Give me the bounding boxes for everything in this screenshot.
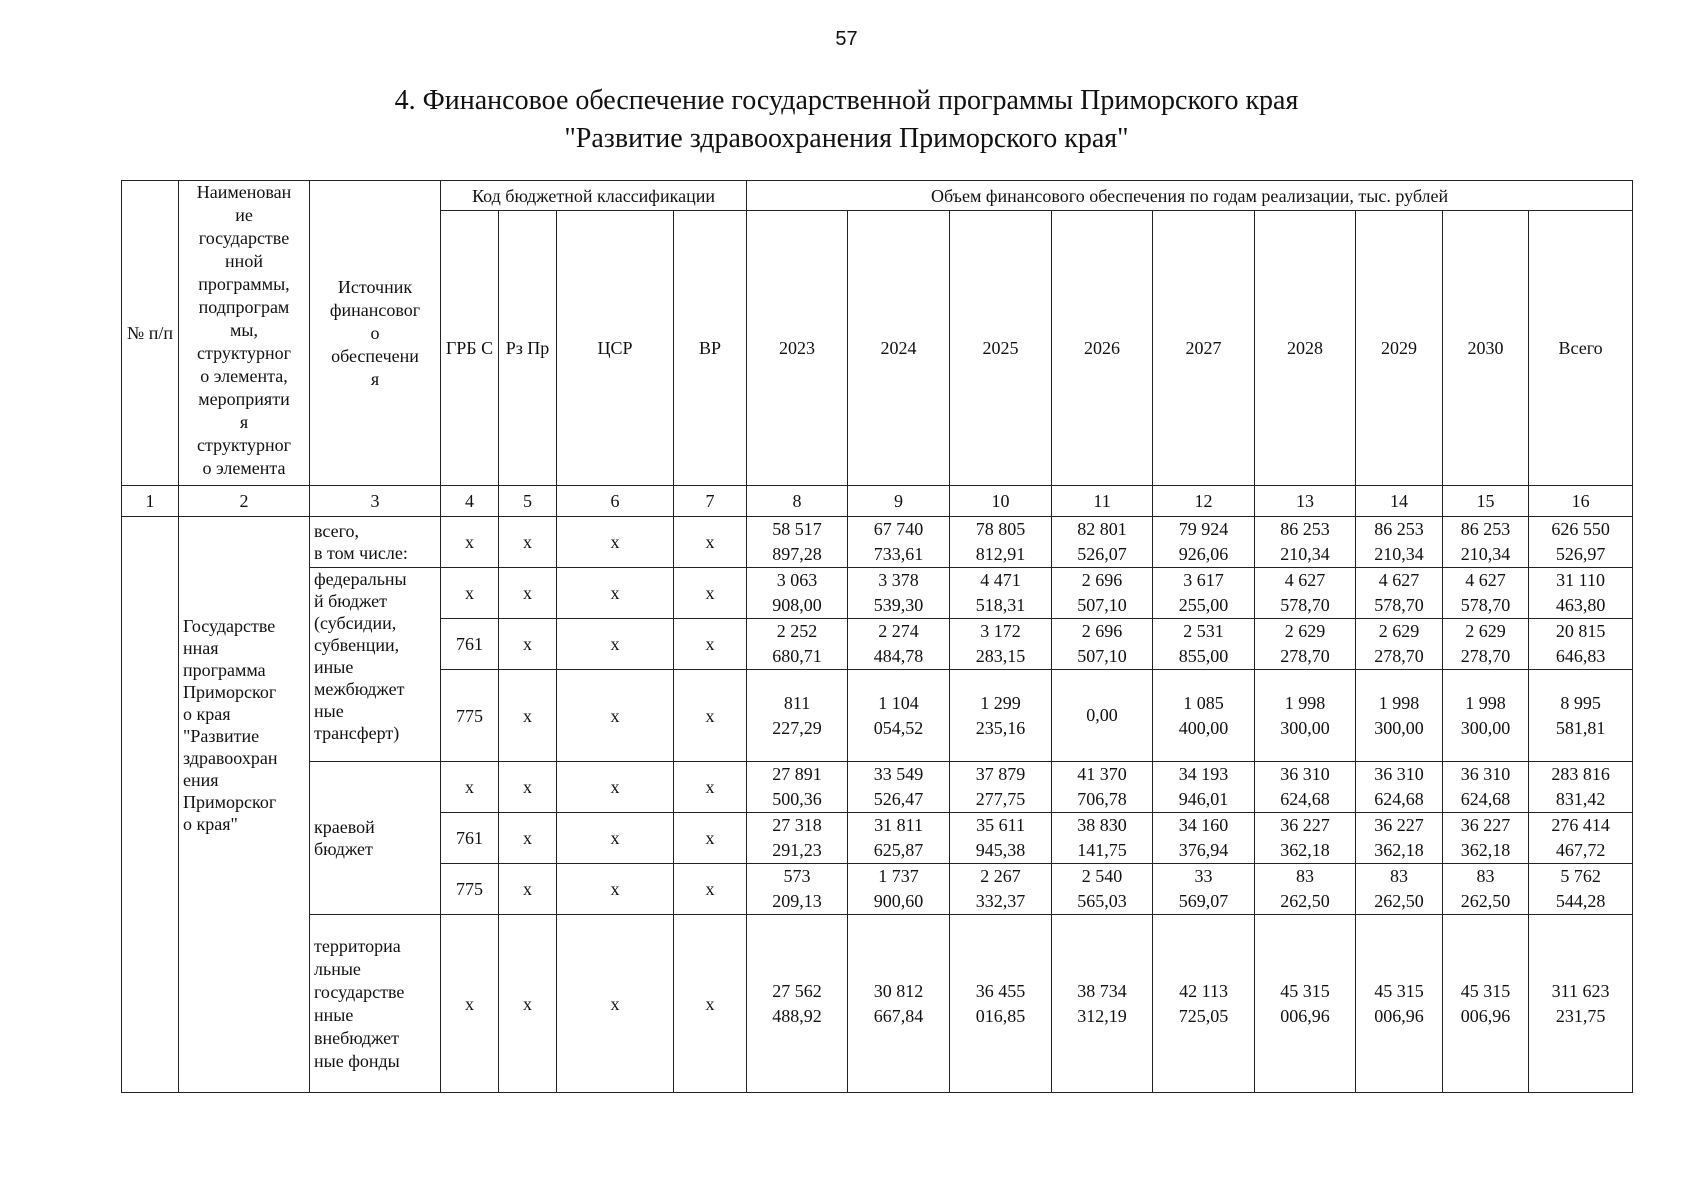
header-group-volume: Объем финансового обеспечения по годам реализации, тыс. рублей xyxy=(747,181,1633,211)
kbk-rzpr: x xyxy=(499,568,557,619)
value-2025: 35 611 945,38 xyxy=(950,813,1052,864)
value-total: 283 816 831,42 xyxy=(1529,762,1633,813)
header-year: 2024 xyxy=(848,211,950,486)
header-year: 2027 xyxy=(1153,211,1255,486)
value-2023: 27 562 488,92 xyxy=(747,915,848,1093)
value-total: 20 815 646,83 xyxy=(1529,619,1633,670)
column-number: 11 xyxy=(1052,486,1153,517)
value-2029: 1 998 300,00 xyxy=(1356,670,1443,762)
value-2029: 86 253 210,34 xyxy=(1356,517,1443,568)
value-2027: 2 531 855,00 xyxy=(1153,619,1255,670)
kbk-rzpr: x xyxy=(499,670,557,762)
value-2025: 36 455 016,85 xyxy=(950,915,1052,1093)
header-total: Всего xyxy=(1529,211,1633,486)
header-group-kbk: Код бюджетной классификации xyxy=(441,181,747,211)
source-regional: краевой бюджет xyxy=(310,762,441,915)
kbk-vr: x xyxy=(674,864,747,915)
table-row-total xyxy=(122,517,1633,568)
header-kbk-grbs: ГРБ С xyxy=(441,211,499,486)
kbk-grbs: x xyxy=(441,762,499,813)
value-2026: 38 830 141,75 xyxy=(1052,813,1153,864)
row-number-cell xyxy=(122,517,179,1093)
kbk-csr: x xyxy=(557,517,674,568)
source-federal: федеральны й бюджет (субсидии, субвенции, иные межбюджет ные трансферт) xyxy=(310,568,441,762)
title-line-1: 4. Финансовое обеспечение государственной программы Приморского края xyxy=(394,85,1299,116)
value-2026: 0,00 xyxy=(1052,670,1153,762)
value-2024: 3 378 539,30 xyxy=(848,568,950,619)
value-2024: 33 549 526,47 xyxy=(848,762,950,813)
header-col-source: Источник финансовог о обеспечени я xyxy=(310,181,441,486)
financing-table xyxy=(121,180,1633,1093)
value-2026: 41 370 706,78 xyxy=(1052,762,1153,813)
value-2029: 45 315 006,96 xyxy=(1356,915,1443,1093)
value-2030: 2 629 278,70 xyxy=(1443,619,1529,670)
column-number: 15 xyxy=(1443,486,1529,517)
source-funds: территориа льные государстве нные внебюджет ные фонды xyxy=(310,915,441,1093)
kbk-csr: x xyxy=(557,915,674,1093)
kbk-csr: x xyxy=(557,813,674,864)
value-2028: 36 310 624,68 xyxy=(1255,762,1356,813)
kbk-grbs: 775 xyxy=(441,670,499,762)
kbk-rzpr: x xyxy=(499,813,557,864)
column-number: 6 xyxy=(557,486,674,517)
column-number: 4 xyxy=(441,486,499,517)
kbk-rzpr: x xyxy=(499,915,557,1093)
value-2026: 2 696 507,10 xyxy=(1052,619,1153,670)
value-2025: 2 267 332,37 xyxy=(950,864,1052,915)
value-2029: 36 227 362,18 xyxy=(1356,813,1443,864)
value-2023: 58 517 897,28 xyxy=(747,517,848,568)
kbk-rzpr: x xyxy=(499,517,557,568)
kbk-csr: x xyxy=(557,670,674,762)
column-number: 3 xyxy=(310,486,441,517)
value-total: 5 762 544,28 xyxy=(1529,864,1633,915)
value-total: 31 110 463,80 xyxy=(1529,568,1633,619)
column-number: 7 xyxy=(674,486,747,517)
header-row-groups xyxy=(122,181,1633,211)
title-line-2: "Развитие здравоохранения Приморского края" xyxy=(564,123,1129,154)
kbk-vr: x xyxy=(674,619,747,670)
header-year: 2025 xyxy=(950,211,1052,486)
value-2030: 86 253 210,34 xyxy=(1443,517,1529,568)
value-2030: 45 315 006,96 xyxy=(1443,915,1529,1093)
value-2023: 811 227,29 xyxy=(747,670,848,762)
value-2025: 78 805 812,91 xyxy=(950,517,1052,568)
value-2023: 27 891 500,36 xyxy=(747,762,848,813)
value-2029: 4 627 578,70 xyxy=(1356,568,1443,619)
value-total: 8 995 581,81 xyxy=(1529,670,1633,762)
kbk-vr: x xyxy=(674,670,747,762)
kbk-vr: x xyxy=(674,915,747,1093)
value-2027: 1 085 400,00 xyxy=(1153,670,1255,762)
column-number: 2 xyxy=(179,486,310,517)
value-2028: 36 227 362,18 xyxy=(1255,813,1356,864)
header-kbk-rzpr: Рз Пр xyxy=(499,211,557,486)
value-2027: 34 193 946,01 xyxy=(1153,762,1255,813)
value-2024: 1 737 900,60 xyxy=(848,864,950,915)
header-year: 2029 xyxy=(1356,211,1443,486)
kbk-csr: x xyxy=(557,864,674,915)
column-number: 8 xyxy=(747,486,848,517)
value-2028: 86 253 210,34 xyxy=(1255,517,1356,568)
value-2027: 3 617 255,00 xyxy=(1153,568,1255,619)
column-number: 10 xyxy=(950,486,1052,517)
header-col-name: Наименован ие государстве нной программы, подпрограм мы, структурног о элемента, мероприяти я структурног о элемента xyxy=(179,181,310,486)
value-total: 276 414 467,72 xyxy=(1529,813,1633,864)
value-2023: 573 209,13 xyxy=(747,864,848,915)
value-2027: 34 160 376,94 xyxy=(1153,813,1255,864)
header-year: 2026 xyxy=(1052,211,1153,486)
value-2023: 3 063 908,00 xyxy=(747,568,848,619)
value-2025: 37 879 277,75 xyxy=(950,762,1052,813)
value-2030: 36 310 624,68 xyxy=(1443,762,1529,813)
kbk-rzpr: x xyxy=(499,619,557,670)
kbk-grbs: x xyxy=(441,915,499,1093)
kbk-vr: x xyxy=(674,762,747,813)
column-number: 16 xyxy=(1529,486,1633,517)
column-number: 9 xyxy=(848,486,950,517)
value-2024: 30 812 667,84 xyxy=(848,915,950,1093)
kbk-csr: x xyxy=(557,568,674,619)
kbk-vr: x xyxy=(674,813,747,864)
value-2028: 83 262,50 xyxy=(1255,864,1356,915)
kbk-rzpr: x xyxy=(499,864,557,915)
value-2030: 83 262,50 xyxy=(1443,864,1529,915)
value-2025: 3 172 283,15 xyxy=(950,619,1052,670)
kbk-grbs: 775 xyxy=(441,864,499,915)
value-2030: 4 627 578,70 xyxy=(1443,568,1529,619)
value-2028: 2 629 278,70 xyxy=(1255,619,1356,670)
value-2024: 67 740 733,61 xyxy=(848,517,950,568)
value-total: 311 623 231,75 xyxy=(1529,915,1633,1093)
kbk-csr: x xyxy=(557,619,674,670)
value-2023: 2 252 680,71 xyxy=(747,619,848,670)
value-2023: 27 318 291,23 xyxy=(747,813,848,864)
value-2027: 79 924 926,06 xyxy=(1153,517,1255,568)
value-2025: 1 299 235,16 xyxy=(950,670,1052,762)
kbk-vr: x xyxy=(674,517,747,568)
value-2026: 38 734 312,19 xyxy=(1052,915,1153,1093)
value-2024: 31 811 625,87 xyxy=(848,813,950,864)
value-2025: 4 471 518,31 xyxy=(950,568,1052,619)
value-2028: 1 998 300,00 xyxy=(1255,670,1356,762)
header-year: 2030 xyxy=(1443,211,1529,486)
column-number: 12 xyxy=(1153,486,1255,517)
value-2026: 82 801 526,07 xyxy=(1052,517,1153,568)
source-total: всего, в том числе: xyxy=(310,517,441,568)
table-row-federal xyxy=(122,568,1633,619)
value-2027: 42 113 725,05 xyxy=(1153,915,1255,1093)
value-2029: 83 262,50 xyxy=(1356,864,1443,915)
value-2028: 45 315 006,96 xyxy=(1255,915,1356,1093)
value-2030: 1 998 300,00 xyxy=(1443,670,1529,762)
column-number: 13 xyxy=(1255,486,1356,517)
column-numbers-row xyxy=(122,486,1633,517)
value-2024: 1 104 054,52 xyxy=(848,670,950,762)
value-2026: 2 696 507,10 xyxy=(1052,568,1153,619)
value-2028: 4 627 578,70 xyxy=(1255,568,1356,619)
kbk-grbs: x xyxy=(441,568,499,619)
column-number: 5 xyxy=(499,486,557,517)
value-2029: 2 629 278,70 xyxy=(1356,619,1443,670)
table-row-funds xyxy=(122,915,1633,1093)
kbk-vr: x xyxy=(674,568,747,619)
header-col-no: № п/п xyxy=(122,181,179,486)
value-2026: 2 540 565,03 xyxy=(1052,864,1153,915)
page-title xyxy=(0,82,1693,158)
value-2029: 36 310 624,68 xyxy=(1356,762,1443,813)
kbk-csr: x xyxy=(557,762,674,813)
header-kbk-csr: ЦСР xyxy=(557,211,674,486)
column-number: 14 xyxy=(1356,486,1443,517)
value-total: 626 550 526,97 xyxy=(1529,517,1633,568)
table-row-regional xyxy=(122,762,1633,813)
header-kbk-vr: ВР xyxy=(674,211,747,486)
header-year: 2028 xyxy=(1255,211,1356,486)
column-number: 1 xyxy=(122,486,179,517)
value-2024: 2 274 484,78 xyxy=(848,619,950,670)
kbk-grbs: 761 xyxy=(441,813,499,864)
kbk-grbs: 761 xyxy=(441,619,499,670)
value-2027: 33 569,07 xyxy=(1153,864,1255,915)
header-year: 2023 xyxy=(747,211,848,486)
program-name: Государстве нная программа Приморског о края "Развитие здравоохран ения Приморског о края" xyxy=(179,517,310,1093)
kbk-rzpr: x xyxy=(499,762,557,813)
value-2030: 36 227 362,18 xyxy=(1443,813,1529,864)
page-number: 57 xyxy=(835,28,858,50)
kbk-grbs: x xyxy=(441,517,499,568)
